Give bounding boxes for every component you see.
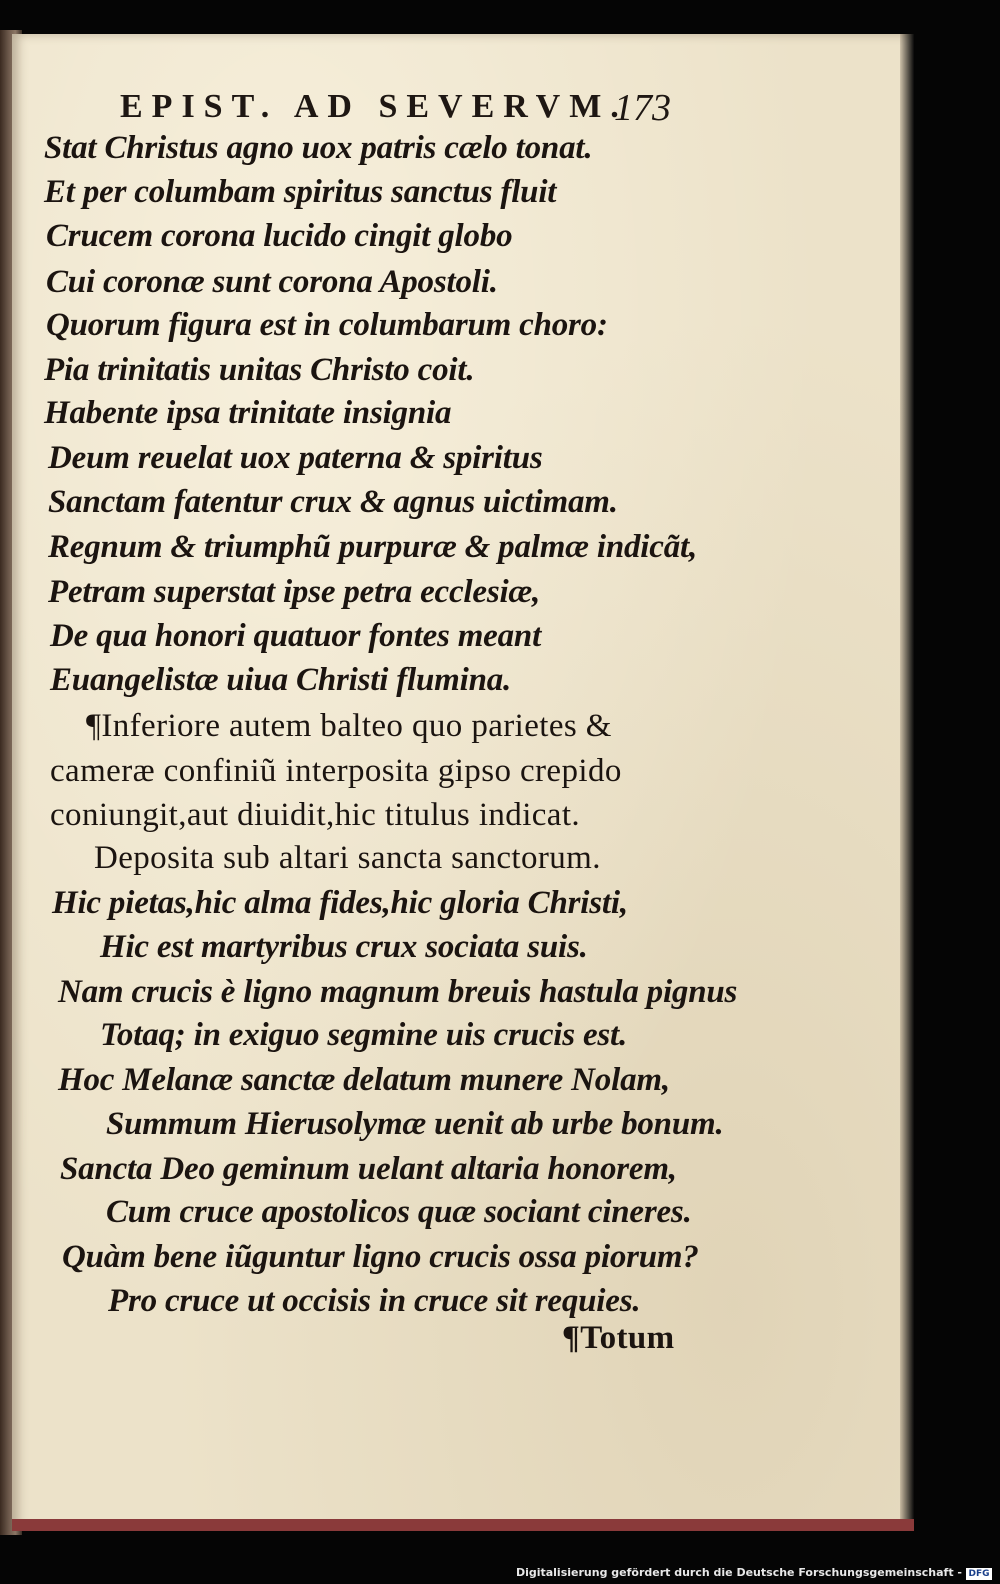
page-bottom-edge: [12, 1519, 914, 1531]
page-gutter-shadow: [900, 34, 914, 1530]
verse-line: Pia trinitatis unitas Christo coit.: [44, 352, 475, 388]
verse-line: De qua honori quatuor fontes meant: [50, 618, 542, 654]
verse-line: Hic est martyribus crux sociata suis.: [100, 929, 588, 965]
funding-credit: Digitalisierung gefördert durch die Deutsche Forschungsgemeinschaft -: [515, 1566, 962, 1579]
verse-line: Crucem corona lucido cingit globo: [46, 218, 513, 254]
verse-line: Et per columbam spiritus sanctus fluit: [44, 174, 557, 210]
prose-line: ¶Inferiore autem balteo quo parietes &: [86, 708, 612, 744]
inscription-title: Deposita sub altari sancta sanctorum.: [94, 840, 601, 876]
verse-line: Cum cruce apostolicos quæ sociant cineres.: [106, 1194, 692, 1230]
verse-line: Stat Christus agno uox patris cælo tonat.: [44, 130, 593, 166]
verse-line: Sanctam fatentur crux & agnus uictimam.: [48, 484, 618, 520]
dfg-logo: DFG: [966, 1568, 992, 1580]
verse-line: Quàm bene iũguntur ligno crucis ossa piorum?: [62, 1239, 699, 1275]
verse-line: Summum Hierusolymæ uenit ab urbe bonum.: [106, 1106, 724, 1142]
verse-line: Nam crucis è ligno magnum breuis hastula pignus: [58, 974, 738, 1010]
verse-line: Deum reuelat uox paterna & spiritus: [48, 440, 543, 476]
verse-line: Regnum & triumphũ purpuræ & palmæ indicãt,: [48, 529, 698, 565]
verse-line: Cui coronæ sunt corona Apostoli.: [46, 264, 498, 300]
page-number: 173: [614, 87, 671, 129]
verse-line: Totaq; in exiguo segmine uis crucis est.: [100, 1017, 628, 1053]
verse-line: Petram superstat ipse petra ecclesiæ,: [48, 574, 541, 610]
prose-line: cameræ confiniũ interposita gipso crepido: [50, 753, 622, 789]
verse-line: Hoc Melanæ sanctæ delatum munere Nolam,: [58, 1062, 670, 1098]
verse-line: Habente ipsa trinitate insignia: [44, 395, 452, 431]
catchword: ¶Totum: [562, 1320, 675, 1356]
running-head: EPIST. AD SEVERVM.: [120, 88, 628, 125]
prose-line: coniungit,aut diuidit,hic titulus indicat.: [50, 797, 581, 833]
verse-line: Sancta Deo geminum uelant altaria honorem,: [60, 1151, 677, 1187]
verse-line: Pro cruce ut occisis in cruce sit requies.: [108, 1283, 641, 1319]
verse-line: Quorum figura est in columbarum choro:: [46, 307, 608, 343]
verse-line: Hic pietas,hic alma fides,hic gloria Christi,: [52, 885, 628, 921]
verse-line: Euangelistæ uiua Christi flumina.: [50, 662, 512, 698]
